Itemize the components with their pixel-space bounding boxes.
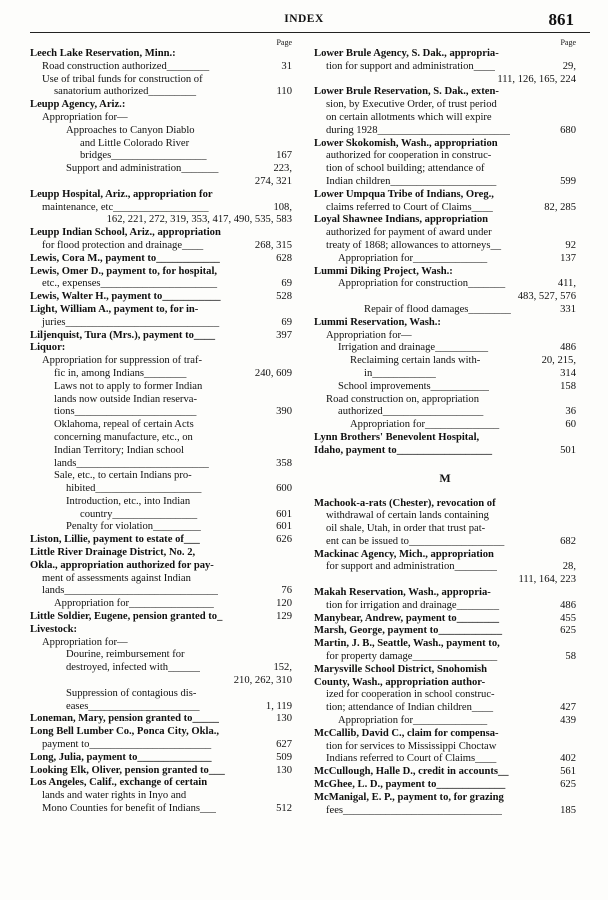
index-entry-line	[30, 214, 292, 227]
index-entry-line	[30, 701, 292, 714]
entry-text: Appropriation for—	[42, 111, 128, 123]
index-entry-line	[30, 458, 292, 471]
index-entry-line	[30, 790, 292, 803]
entry-text: Liljenquist, Tura (Mrs.), payment to____	[30, 329, 216, 341]
entry-text: tion for support and administration____	[326, 60, 495, 72]
index-entry-line	[30, 150, 292, 163]
index-entry-heading	[30, 560, 292, 573]
entry-text: Lewis, Walter H., payment to___________	[30, 291, 221, 303]
page-reference: 158	[560, 380, 576, 392]
entry-text: Appropriation for______________	[338, 715, 488, 727]
page-reference: 455	[560, 612, 576, 624]
index-entry-line	[314, 163, 576, 176]
page-reference: 111, 164, 223	[518, 574, 576, 586]
entry-text: Leech Lake Reservation, Minn.:	[30, 48, 176, 59]
entry-text: maintenance, etc__________________	[42, 201, 209, 213]
page-reference: 358	[276, 457, 292, 469]
index-entry-heading	[314, 189, 576, 202]
entry-text: lands_____________________________	[42, 585, 218, 597]
page-reference: 483, 527, 576	[517, 291, 576, 303]
left-entries	[30, 48, 292, 816]
index-entry-line	[30, 406, 292, 419]
index-entry-line	[314, 304, 576, 317]
index-entry-line	[314, 574, 576, 587]
index-entry-line	[314, 715, 576, 728]
page-reference: 509	[276, 751, 292, 763]
entry-text: claims referred to Court of Claims____	[326, 201, 493, 213]
index-entry-heading	[314, 266, 576, 279]
page-reference: 29,	[562, 60, 576, 72]
index-entry-line	[30, 163, 292, 176]
index-entry-line	[30, 368, 292, 381]
entry-text: Repair of flood damages________	[364, 303, 511, 315]
entry-text: destroyed, infected with______	[66, 662, 200, 674]
entry-text: School improvements___________	[338, 380, 489, 392]
entry-text: for flood protection and drainage____	[42, 239, 204, 251]
index-entry-line	[314, 74, 576, 87]
page-reference: 439	[560, 715, 576, 727]
index-entry-line	[314, 227, 576, 240]
index-entry-heading	[314, 498, 576, 511]
entry-text: hibited____________________	[66, 483, 202, 495]
entry-text: Appropriation for—	[326, 329, 412, 341]
entry-text: County, Wash., appropriation author-	[314, 676, 486, 688]
entry-text: Looking Elk, Oliver, pension granted to___	[30, 764, 225, 776]
page-reference: 600	[276, 483, 292, 495]
page-reference: 20, 215, 314	[541, 355, 576, 379]
index-entry-line	[314, 689, 576, 702]
index-entry-line	[314, 150, 576, 163]
entry-text: and Little Colorado River	[80, 137, 190, 149]
page-reference: 682	[560, 535, 576, 547]
index-entry-heading	[30, 342, 292, 355]
index-entry-line	[30, 112, 292, 125]
page-reference: 599	[560, 175, 576, 187]
index-entry-line	[30, 138, 292, 151]
page-reference: 167	[276, 150, 292, 162]
page-reference: 397	[276, 329, 292, 341]
page-reference: 60	[565, 419, 576, 431]
page-reference: 561	[560, 766, 576, 778]
entry-text: Road construction authorized________	[42, 60, 210, 72]
index-entry-heading	[314, 86, 576, 99]
entry-text: payment to_______________________	[42, 739, 212, 751]
index-entry-heading	[314, 549, 576, 562]
entry-text: Lummi Diking Project, Wash.:	[314, 265, 453, 277]
entry-text: Oklahoma, repeal of certain Acts	[54, 419, 194, 431]
index-entry-line	[30, 739, 292, 752]
index-entry-line	[30, 585, 292, 598]
page-reference: 129	[276, 611, 292, 623]
index-entry-line	[314, 805, 576, 818]
entry-text: ment of assessments against Indian	[42, 572, 191, 584]
page-reference: 223,	[273, 163, 292, 175]
page-reference: 137	[560, 252, 576, 264]
page-reference: 36	[565, 406, 576, 418]
index-entry-line	[314, 536, 576, 549]
index-entry-line	[314, 112, 576, 125]
entry-text: Liquor:	[30, 342, 66, 354]
entry-text: Dourine, reimbursement for	[66, 649, 185, 661]
right-entries	[314, 48, 576, 817]
index-entry-line	[314, 381, 576, 394]
page-reference: 31	[281, 60, 292, 72]
index-entry-line	[30, 432, 292, 445]
page-reference: 628	[276, 252, 292, 264]
page-column-label: Page	[276, 38, 292, 47]
entry-text: for property damage________________	[326, 651, 498, 663]
page-reference: 28,	[562, 561, 576, 573]
page-reference: 501	[560, 444, 576, 456]
index-entry-heading	[30, 253, 292, 266]
index-entry-line	[314, 651, 576, 664]
page-reference: 402	[560, 753, 576, 765]
entry-text: during 1928_________________________	[326, 124, 510, 136]
index-entry-heading	[30, 534, 292, 547]
index-entry-line	[30, 61, 292, 74]
entry-text: bridges__________________	[80, 150, 207, 162]
index-entry-heading	[314, 432, 576, 445]
index-entry-line	[30, 202, 292, 215]
index-entry-line	[30, 381, 292, 394]
index-entry-line	[314, 510, 576, 523]
index-entry-line	[314, 419, 576, 432]
entry-text: sanatorium authorized_________	[54, 86, 197, 98]
index-entry-line	[314, 278, 576, 291]
index-entry-line	[30, 675, 292, 688]
index-entry-line	[314, 753, 576, 766]
index-entry-line	[314, 176, 576, 189]
index-entry-line	[314, 291, 576, 304]
page-reference: 110	[276, 86, 292, 98]
right-column	[314, 38, 576, 817]
entry-text: Lower Brule Reservation, S. Dak., exten-	[314, 86, 499, 98]
index-entry-line	[30, 86, 292, 99]
entry-text: Indian children____________________	[326, 175, 497, 187]
page-reference: 58	[565, 651, 576, 663]
page-reference: 120	[276, 598, 292, 610]
page-reference: 486	[560, 342, 576, 354]
index-entry-line	[30, 662, 292, 675]
index-entry-heading	[314, 613, 576, 626]
entry-text: Laws not to apply to former Indian	[54, 380, 203, 392]
entry-text: in____________	[364, 367, 436, 379]
index-entry-line	[30, 688, 292, 701]
page-reference: 625	[560, 779, 576, 791]
index-entry-line	[314, 99, 576, 112]
index-entry-line	[30, 445, 292, 458]
index-entry-line	[30, 470, 292, 483]
entry-text: Use of tribal funds for construction of	[42, 73, 203, 85]
index-entry-heading	[30, 777, 292, 790]
page-reference: 240, 609	[254, 367, 292, 379]
index-entry-line	[30, 496, 292, 509]
page-reference: 625	[560, 625, 576, 637]
page-reference: 152,	[273, 662, 292, 674]
entry-text: Lynn Brothers' Benevolent Hospital,	[314, 431, 480, 443]
page-reference: 76	[281, 585, 292, 597]
index-entry-line	[30, 637, 292, 650]
index-entry-heading	[314, 766, 576, 779]
entry-text: Liston, Lillie, payment to estate of___	[30, 534, 200, 546]
header-rule	[30, 32, 590, 33]
entry-text: Machook-a-rats (Chester), revocation of	[314, 497, 496, 509]
index-entry-heading	[314, 317, 576, 330]
index-entry-line	[30, 483, 292, 496]
entry-text: Leupp Agency, Ariz.:	[30, 99, 126, 111]
entry-text: Approaches to Canyon Diablo	[66, 124, 195, 136]
entry-text: Marysville School District, Snohomish	[314, 663, 488, 675]
page-reference: 680	[560, 124, 576, 136]
page-reference: 268, 315	[254, 239, 292, 251]
index-entry-heading	[30, 765, 292, 778]
index-entry-heading	[30, 266, 292, 279]
index-entry-line	[314, 240, 576, 253]
entry-text: concerning manufacture, etc., on	[54, 431, 193, 443]
entry-text: Road construction on, appropriation	[326, 393, 479, 405]
entry-text: Makah Reservation, Wash., appropria-	[314, 587, 491, 599]
index-entry-heading	[30, 547, 292, 560]
index-entry-line	[314, 253, 576, 266]
index-entry-line	[30, 125, 292, 138]
entry-text: Martin, J. B., Seattle, Wash., payment to,	[314, 638, 500, 650]
index-entry-line	[314, 202, 576, 215]
index-entry-line	[314, 125, 576, 138]
page-reference: 601	[276, 521, 292, 533]
page-reference: 130	[276, 764, 292, 776]
index-entry-heading	[30, 291, 292, 304]
entry-text: McCullough, Halle D., credit in accounts__	[314, 766, 509, 778]
page-column-label: Page	[560, 38, 576, 47]
index-entry-line	[314, 523, 576, 536]
page-reference: 111, 126, 165, 224	[497, 73, 576, 85]
page-reference: 528	[276, 291, 292, 303]
index-entry-heading	[30, 713, 292, 726]
entry-text: Support and administration_______	[66, 163, 219, 175]
entry-text: Appropriation for______________	[338, 252, 488, 264]
entry-text: Los Angeles, Calif., exchange of certain	[30, 777, 208, 789]
entry-text: Loyal Shawnee Indians, appropriation	[314, 214, 489, 226]
index-entry-line	[30, 394, 292, 407]
entry-text: Appropriation for______________	[350, 419, 500, 431]
entry-text: sion, by Executive Order, of trust period	[326, 99, 497, 111]
page-reference: 512	[276, 803, 292, 815]
left-column	[30, 38, 292, 816]
entry-text: Lower Brule Agency, S. Dak., appropria-	[314, 48, 499, 59]
entry-text: Sale, etc., to certain Indians pro-	[54, 470, 192, 482]
index-entry-line	[314, 741, 576, 754]
entry-text: tion; attendance of Indian children____	[326, 702, 494, 714]
page-reference: 210, 262, 310	[233, 675, 292, 687]
entry-text: for support and administration________	[326, 561, 497, 573]
page-reference: 108,	[273, 201, 292, 213]
entry-text: Appropriation for________________	[54, 598, 214, 610]
entry-text: country________________	[80, 508, 198, 520]
index-entry-heading	[314, 728, 576, 741]
index-entry-line	[314, 561, 576, 574]
index-entry-line	[314, 600, 576, 613]
index-entry-line	[30, 278, 292, 291]
entry-text: ized for cooperation in school construc-	[326, 689, 495, 701]
index-entry-line	[314, 406, 576, 419]
index-entry-heading	[314, 138, 576, 151]
index-entry-heading	[314, 779, 576, 792]
index-entry-line	[314, 394, 576, 407]
running-header-title: INDEX	[284, 13, 324, 25]
entry-text: treaty of 1868; allowances to attorneys__	[326, 239, 502, 251]
index-entry-heading	[314, 792, 576, 805]
page-reference: 130	[276, 713, 292, 725]
entry-text: McManigal, E. P., payment to, for grazing	[314, 791, 504, 803]
entry-text: authorized for cooperation in construc-	[326, 150, 492, 162]
entry-text: McGhee, L. D., payment to_____________	[314, 779, 506, 791]
entry-text: tion for services to Mississippi Choctaw	[326, 740, 497, 752]
entry-text: oil shale, Utah, in order that trust pat-	[326, 523, 486, 535]
entry-text: tion of school building; attendance of	[326, 163, 485, 175]
index-entry-line	[30, 598, 292, 611]
entry-text: Idaho, payment to__________________	[314, 444, 493, 456]
page-reference: 390	[276, 406, 292, 418]
page-reference: 92	[565, 239, 576, 251]
entry-text: Okla., appropriation authorized for pay-	[30, 559, 214, 571]
index-entry-heading	[314, 677, 576, 690]
entry-text: Appropriation for—	[42, 636, 128, 648]
entry-text: withdrawal of certain lands containing	[326, 510, 489, 522]
entry-text: Mono Counties for benefit of Indians___	[42, 803, 216, 815]
entry-text: Little Soldier, Eugene, pension granted to_	[30, 611, 223, 623]
entry-text: McCallib, David C., claim for compensa-	[314, 727, 499, 739]
page-reference: 82, 285	[544, 201, 576, 213]
index-entry-line	[30, 240, 292, 253]
page-number: 861	[548, 10, 574, 29]
entry-text: tions_______________________	[54, 406, 197, 418]
entry-text: Penalty for violation_________	[66, 521, 201, 533]
index-entry-heading	[30, 227, 292, 240]
entry-text: Indians referred to Court of Claims____	[326, 753, 497, 765]
index-entry-heading	[30, 330, 292, 343]
index-entry-line	[30, 317, 292, 330]
entry-text: lands now outside Indian reserva-	[54, 393, 197, 405]
entry-text: Lummi Reservation, Wash.:	[314, 316, 441, 328]
entry-text: Leupp Indian School, Ariz., appropriation	[30, 227, 221, 239]
entry-text: Little River Drainage District, No. 2,	[30, 547, 196, 559]
index-entry-heading	[30, 624, 292, 637]
index-entry-line	[30, 176, 292, 189]
index-entry-heading	[314, 625, 576, 638]
index-entry-heading	[314, 445, 576, 458]
index-entry-line	[30, 573, 292, 586]
index-entry-line	[30, 74, 292, 87]
entry-text: eases_____________________	[66, 700, 200, 712]
index-entry-line	[30, 649, 292, 662]
page-reference: 627	[276, 739, 292, 751]
index-entry-heading	[314, 638, 576, 651]
index-entry-line	[314, 702, 576, 715]
index-entry-heading	[314, 587, 576, 600]
entry-text: Lower Umpqua Tribe of Indians, Oreg.,	[314, 188, 494, 200]
index-entry-line	[30, 419, 292, 432]
page-reference: 185	[560, 804, 576, 816]
entry-text: Loneman, Mary, pension granted to_____	[30, 713, 219, 725]
index-entry-line	[30, 803, 292, 816]
page-reference: 411,	[557, 278, 576, 290]
entry-text: lands_________________________	[54, 457, 209, 469]
entry-text: Manybear, Andrew, payment to________	[314, 612, 500, 624]
entry-text: lands and water rights in Inyo and	[42, 790, 187, 802]
entry-text: authorized for payment of award under	[326, 227, 492, 239]
index-entry-line	[314, 330, 576, 343]
page-reference: 626	[276, 534, 292, 546]
entry-text: Lewis, Cora M., payment to____________	[30, 252, 220, 264]
page-reference: 427	[560, 702, 576, 714]
page-reference: 331	[560, 303, 576, 315]
entry-text: Indian Territory; Indian school	[54, 444, 184, 456]
entry-text: ent can be issued to__________________	[326, 535, 505, 547]
entry-text: Suppression of contagious dis-	[66, 687, 197, 699]
index-entry-heading	[30, 304, 292, 317]
entry-text: Irrigation and drainage__________	[338, 342, 489, 354]
index-entry-heading	[314, 48, 576, 61]
page-reference: 274, 321	[254, 175, 292, 187]
index-entry-heading	[314, 214, 576, 227]
entry-text: Light, William A., payment to, for in-	[30, 303, 199, 315]
entry-text: Mackinac Agency, Mich., appropriation	[314, 548, 494, 560]
entry-text: Long, Julia, payment to______________	[30, 751, 212, 763]
entry-text: Lower Skokomish, Wash., appropriation	[314, 137, 498, 149]
index-entry-line	[314, 342, 576, 355]
index-entry-heading	[30, 48, 292, 61]
index-entry-heading	[30, 726, 292, 739]
index-entry-heading	[30, 611, 292, 624]
entry-text: Long Bell Lumber Co., Ponca City, Okla.,	[30, 726, 220, 738]
index-entry-heading	[30, 752, 292, 765]
index-entry-heading	[30, 189, 292, 202]
page-reference: 69	[281, 278, 292, 290]
entry-text: Reclaiming certain lands with-	[350, 355, 481, 367]
entry-text: Appropriation for construction_______	[338, 278, 506, 290]
entry-text: fees______________________________	[326, 804, 502, 816]
index-entry-heading	[314, 664, 576, 677]
entry-text: etc., expenses______________________	[42, 278, 218, 290]
entry-text: Leupp Hospital, Ariz., appropriation for	[30, 188, 213, 200]
entry-text: authorized___________________	[338, 406, 484, 418]
entry-text: juries_____________________________	[42, 316, 220, 328]
page-reference: 486	[560, 599, 576, 611]
index-entry-line	[30, 509, 292, 522]
entry-text: Lewis, Omer D., payment to, for hospital,	[30, 265, 218, 277]
entry-text: Marsh, George, payment to____________	[314, 625, 503, 637]
page-reference: 601	[276, 508, 292, 520]
index-entry-heading	[30, 99, 292, 112]
entry-text: on certain allotments which will expire	[326, 111, 492, 123]
entry-text: Introduction, etc., into Indian	[66, 495, 191, 507]
entry-text: fic in, among Indians________	[54, 367, 187, 379]
index-entry-line	[314, 61, 576, 74]
entry-text: Livestock:	[30, 623, 78, 635]
section-letter: M	[439, 470, 451, 485]
entry-text: tion for irrigation and drainage________	[326, 599, 499, 611]
entry-text: Appropriation for suppression of traf-	[42, 355, 203, 367]
index-entry-line	[30, 521, 292, 534]
page-reference: 1, 119	[265, 700, 292, 712]
index-entry-line	[30, 355, 292, 368]
page-reference: 69	[281, 316, 292, 328]
page-reference: 162, 221, 272, 319, 353, 417, 490, 535, 583	[106, 214, 292, 226]
